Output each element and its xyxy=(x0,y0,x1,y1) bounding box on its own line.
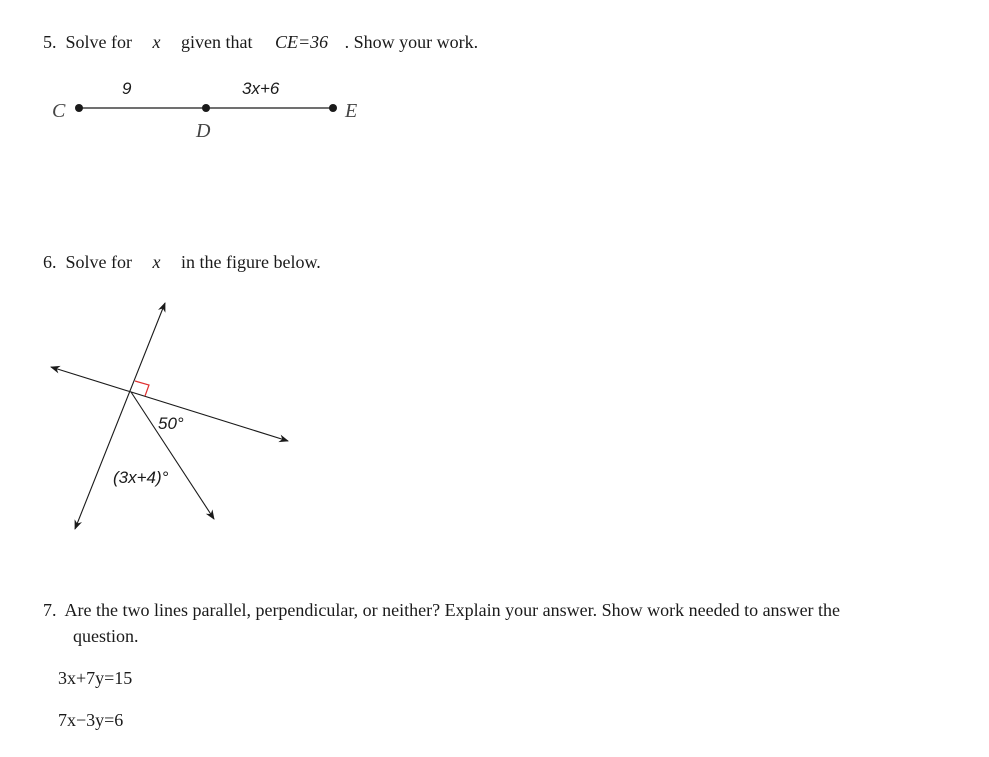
angle-50-label: 50° xyxy=(158,414,184,433)
q5-variable: x xyxy=(152,32,161,52)
q6-suffix: in the figure below. xyxy=(181,252,321,272)
q5-suffix: . Show your work. xyxy=(344,32,479,52)
label-c: C xyxy=(52,100,66,122)
q7-text-line1: Are the two lines parallel, perpendicular, or neither? Explain your answer. Show work needed to answer the xyxy=(64,600,841,620)
q6-prefix: Solve for xyxy=(65,252,132,272)
label-cd-length: 9 xyxy=(122,79,132,98)
q5-number: 5. xyxy=(43,32,57,52)
ray-lower xyxy=(131,392,214,519)
q7-number: 7. xyxy=(43,600,57,620)
q7-text-line2: question. xyxy=(73,626,139,646)
q6-number: 6. xyxy=(43,252,57,272)
q5-given: given that xyxy=(181,32,253,52)
line-steep xyxy=(75,303,165,529)
q5-condition: CE=36 xyxy=(274,32,329,52)
label-e: E xyxy=(345,100,358,122)
angle-expression-label: (3x+4)° xyxy=(113,468,169,487)
equation-1: 3x+7y=15 xyxy=(58,668,133,688)
label-d: D xyxy=(196,120,211,142)
q5-prefix: Solve for xyxy=(65,32,132,52)
question-7-prompt xyxy=(43,600,840,621)
equation-2: 7x−3y=6 xyxy=(58,710,124,730)
q6-variable: x xyxy=(152,252,161,272)
label-de-length: 3x+6 xyxy=(242,79,280,98)
